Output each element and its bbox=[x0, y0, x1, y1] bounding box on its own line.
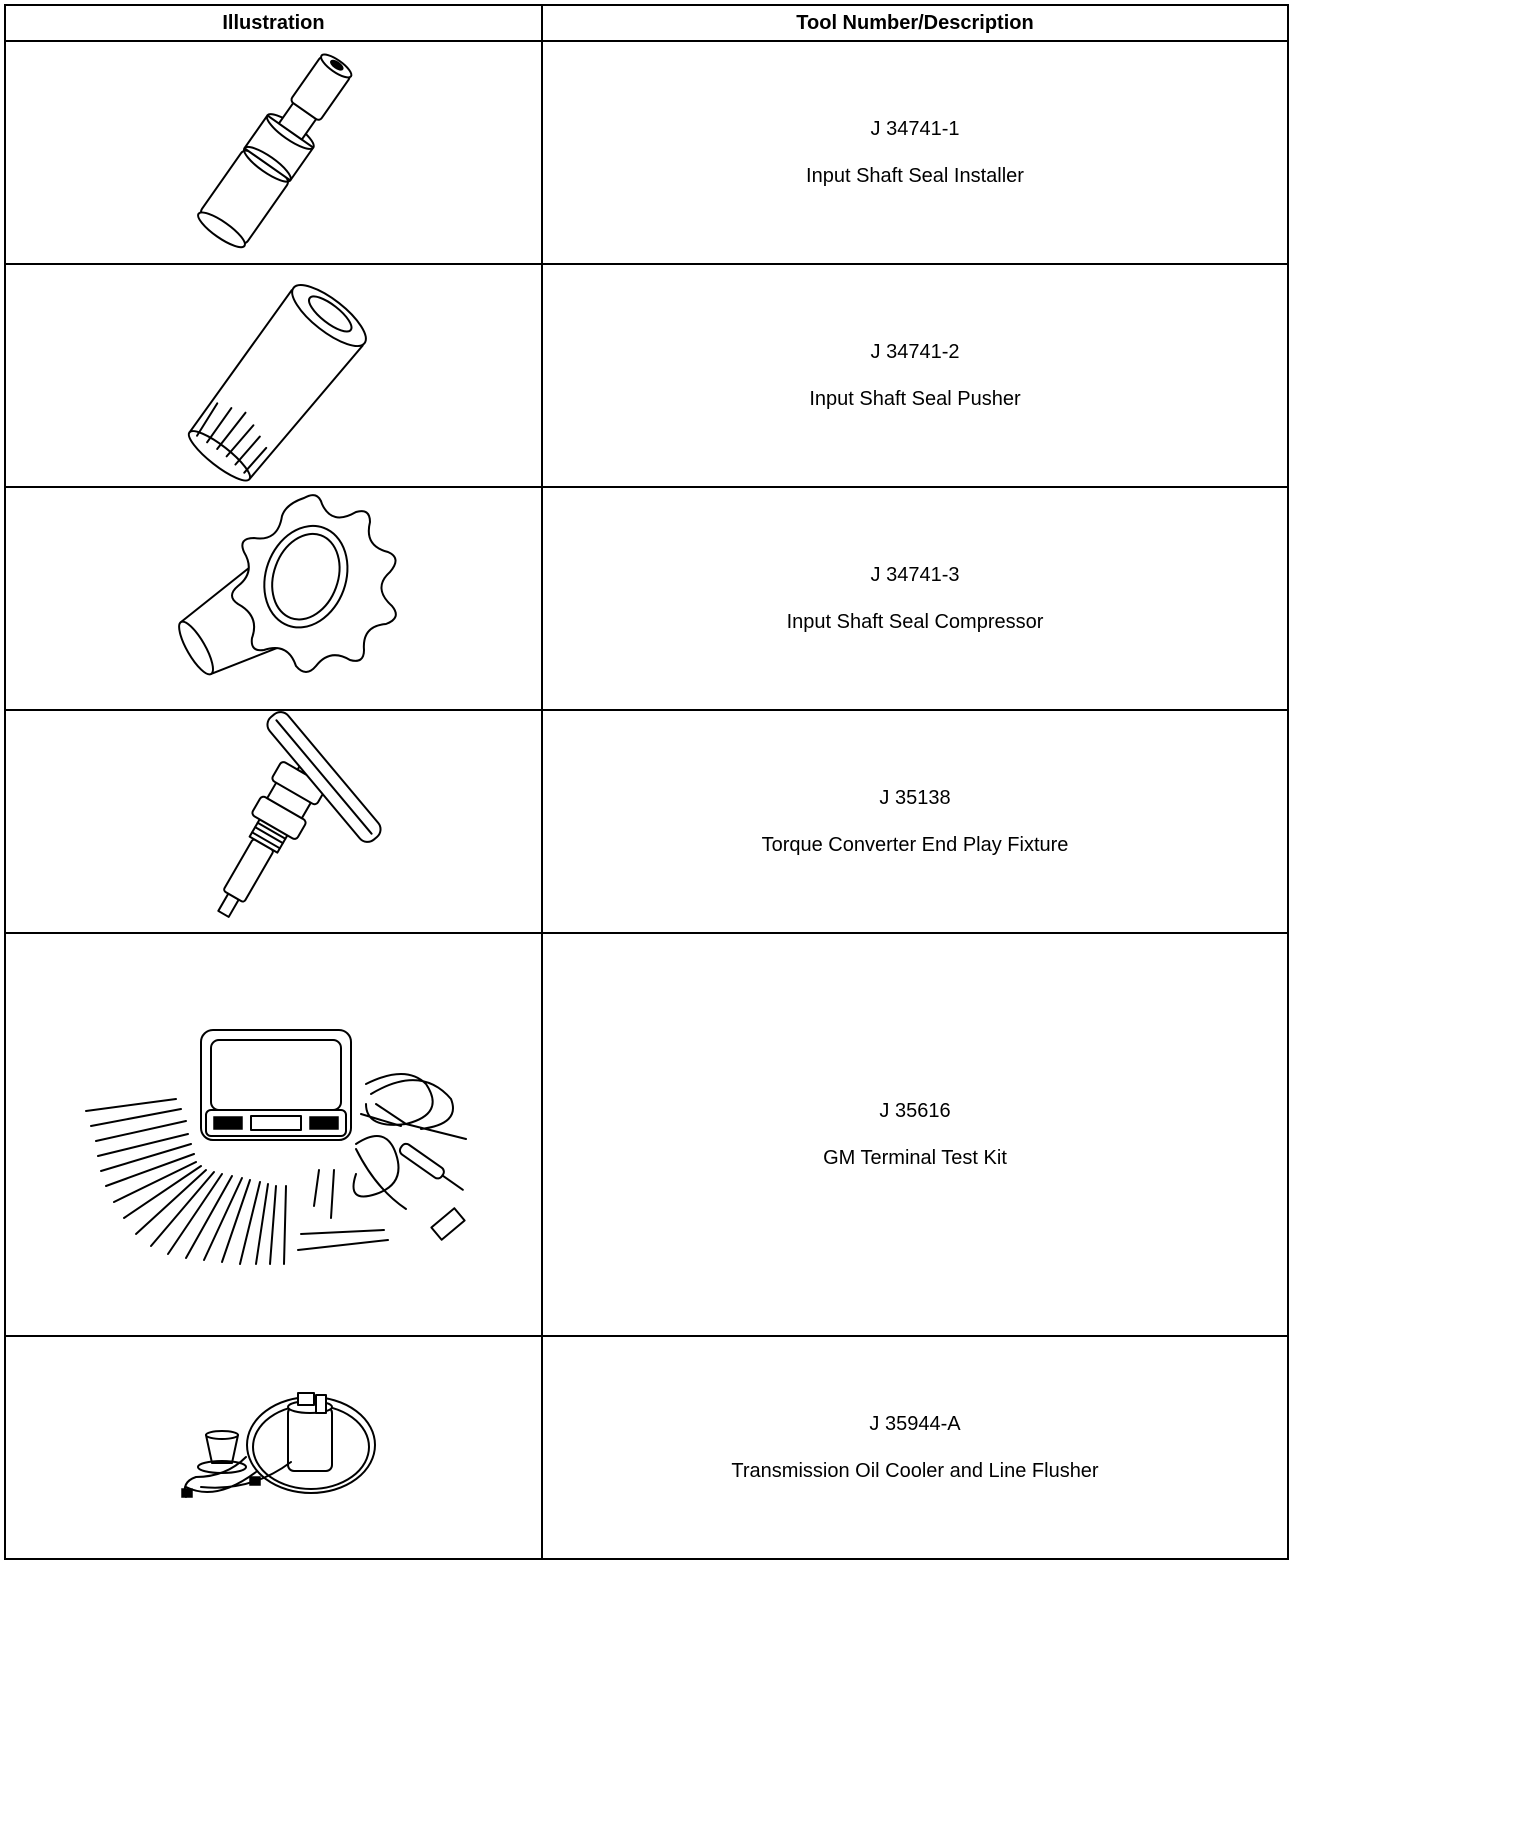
illustration-cell bbox=[5, 933, 542, 1336]
header-illustration: Illustration bbox=[5, 5, 542, 41]
tool-description: Transmission Oil Cooler and Line Flusher bbox=[731, 1459, 1099, 1482]
tool-description: Input Shaft Seal Compressor bbox=[786, 610, 1044, 633]
tool-description: Input Shaft Seal Installer bbox=[806, 164, 1024, 187]
tool-description-cell bbox=[542, 1336, 1288, 1559]
table-row bbox=[5, 41, 1288, 264]
table-header-row bbox=[5, 5, 1288, 41]
seal-installer-icon bbox=[6, 42, 539, 263]
cooler-line-flusher-icon bbox=[6, 1337, 539, 1558]
end-play-fixture-icon bbox=[6, 711, 539, 932]
table-row bbox=[5, 1336, 1288, 1559]
illustration-cell bbox=[5, 1336, 542, 1559]
tool-description-cell bbox=[542, 41, 1288, 264]
tool-number: J 35944-A bbox=[869, 1412, 961, 1435]
tool-number: J 35616 bbox=[879, 1099, 951, 1122]
tool-number: J 34741-2 bbox=[870, 340, 960, 363]
seal-compressor-icon bbox=[6, 488, 539, 709]
illustration-cell bbox=[5, 487, 542, 710]
illustration-cell bbox=[5, 264, 542, 487]
illustration-cell bbox=[5, 41, 542, 264]
tool-description-cell bbox=[542, 710, 1288, 933]
table-row bbox=[5, 264, 1288, 487]
tool-description-cell bbox=[542, 487, 1288, 710]
terminal-test-kit-icon bbox=[6, 934, 539, 1335]
table-row bbox=[5, 710, 1288, 933]
tool-description-cell bbox=[542, 264, 1288, 487]
tool-number: J 35138 bbox=[879, 786, 951, 809]
special-tools-table bbox=[4, 4, 1289, 1560]
tool-description: GM Terminal Test Kit bbox=[823, 1146, 1007, 1169]
tool-number: J 34741-3 bbox=[870, 563, 960, 586]
seal-pusher-icon bbox=[6, 265, 539, 486]
tool-number: J 34741-1 bbox=[870, 117, 960, 140]
header-tool-number-description: Tool Number/Description bbox=[542, 5, 1288, 41]
tool-description: Torque Converter End Play Fixture bbox=[761, 833, 1069, 856]
table-row bbox=[5, 487, 1288, 710]
tool-description-cell bbox=[542, 933, 1288, 1336]
illustration-cell bbox=[5, 710, 542, 933]
table-row bbox=[5, 933, 1288, 1336]
tool-description: Input Shaft Seal Pusher bbox=[809, 387, 1021, 410]
